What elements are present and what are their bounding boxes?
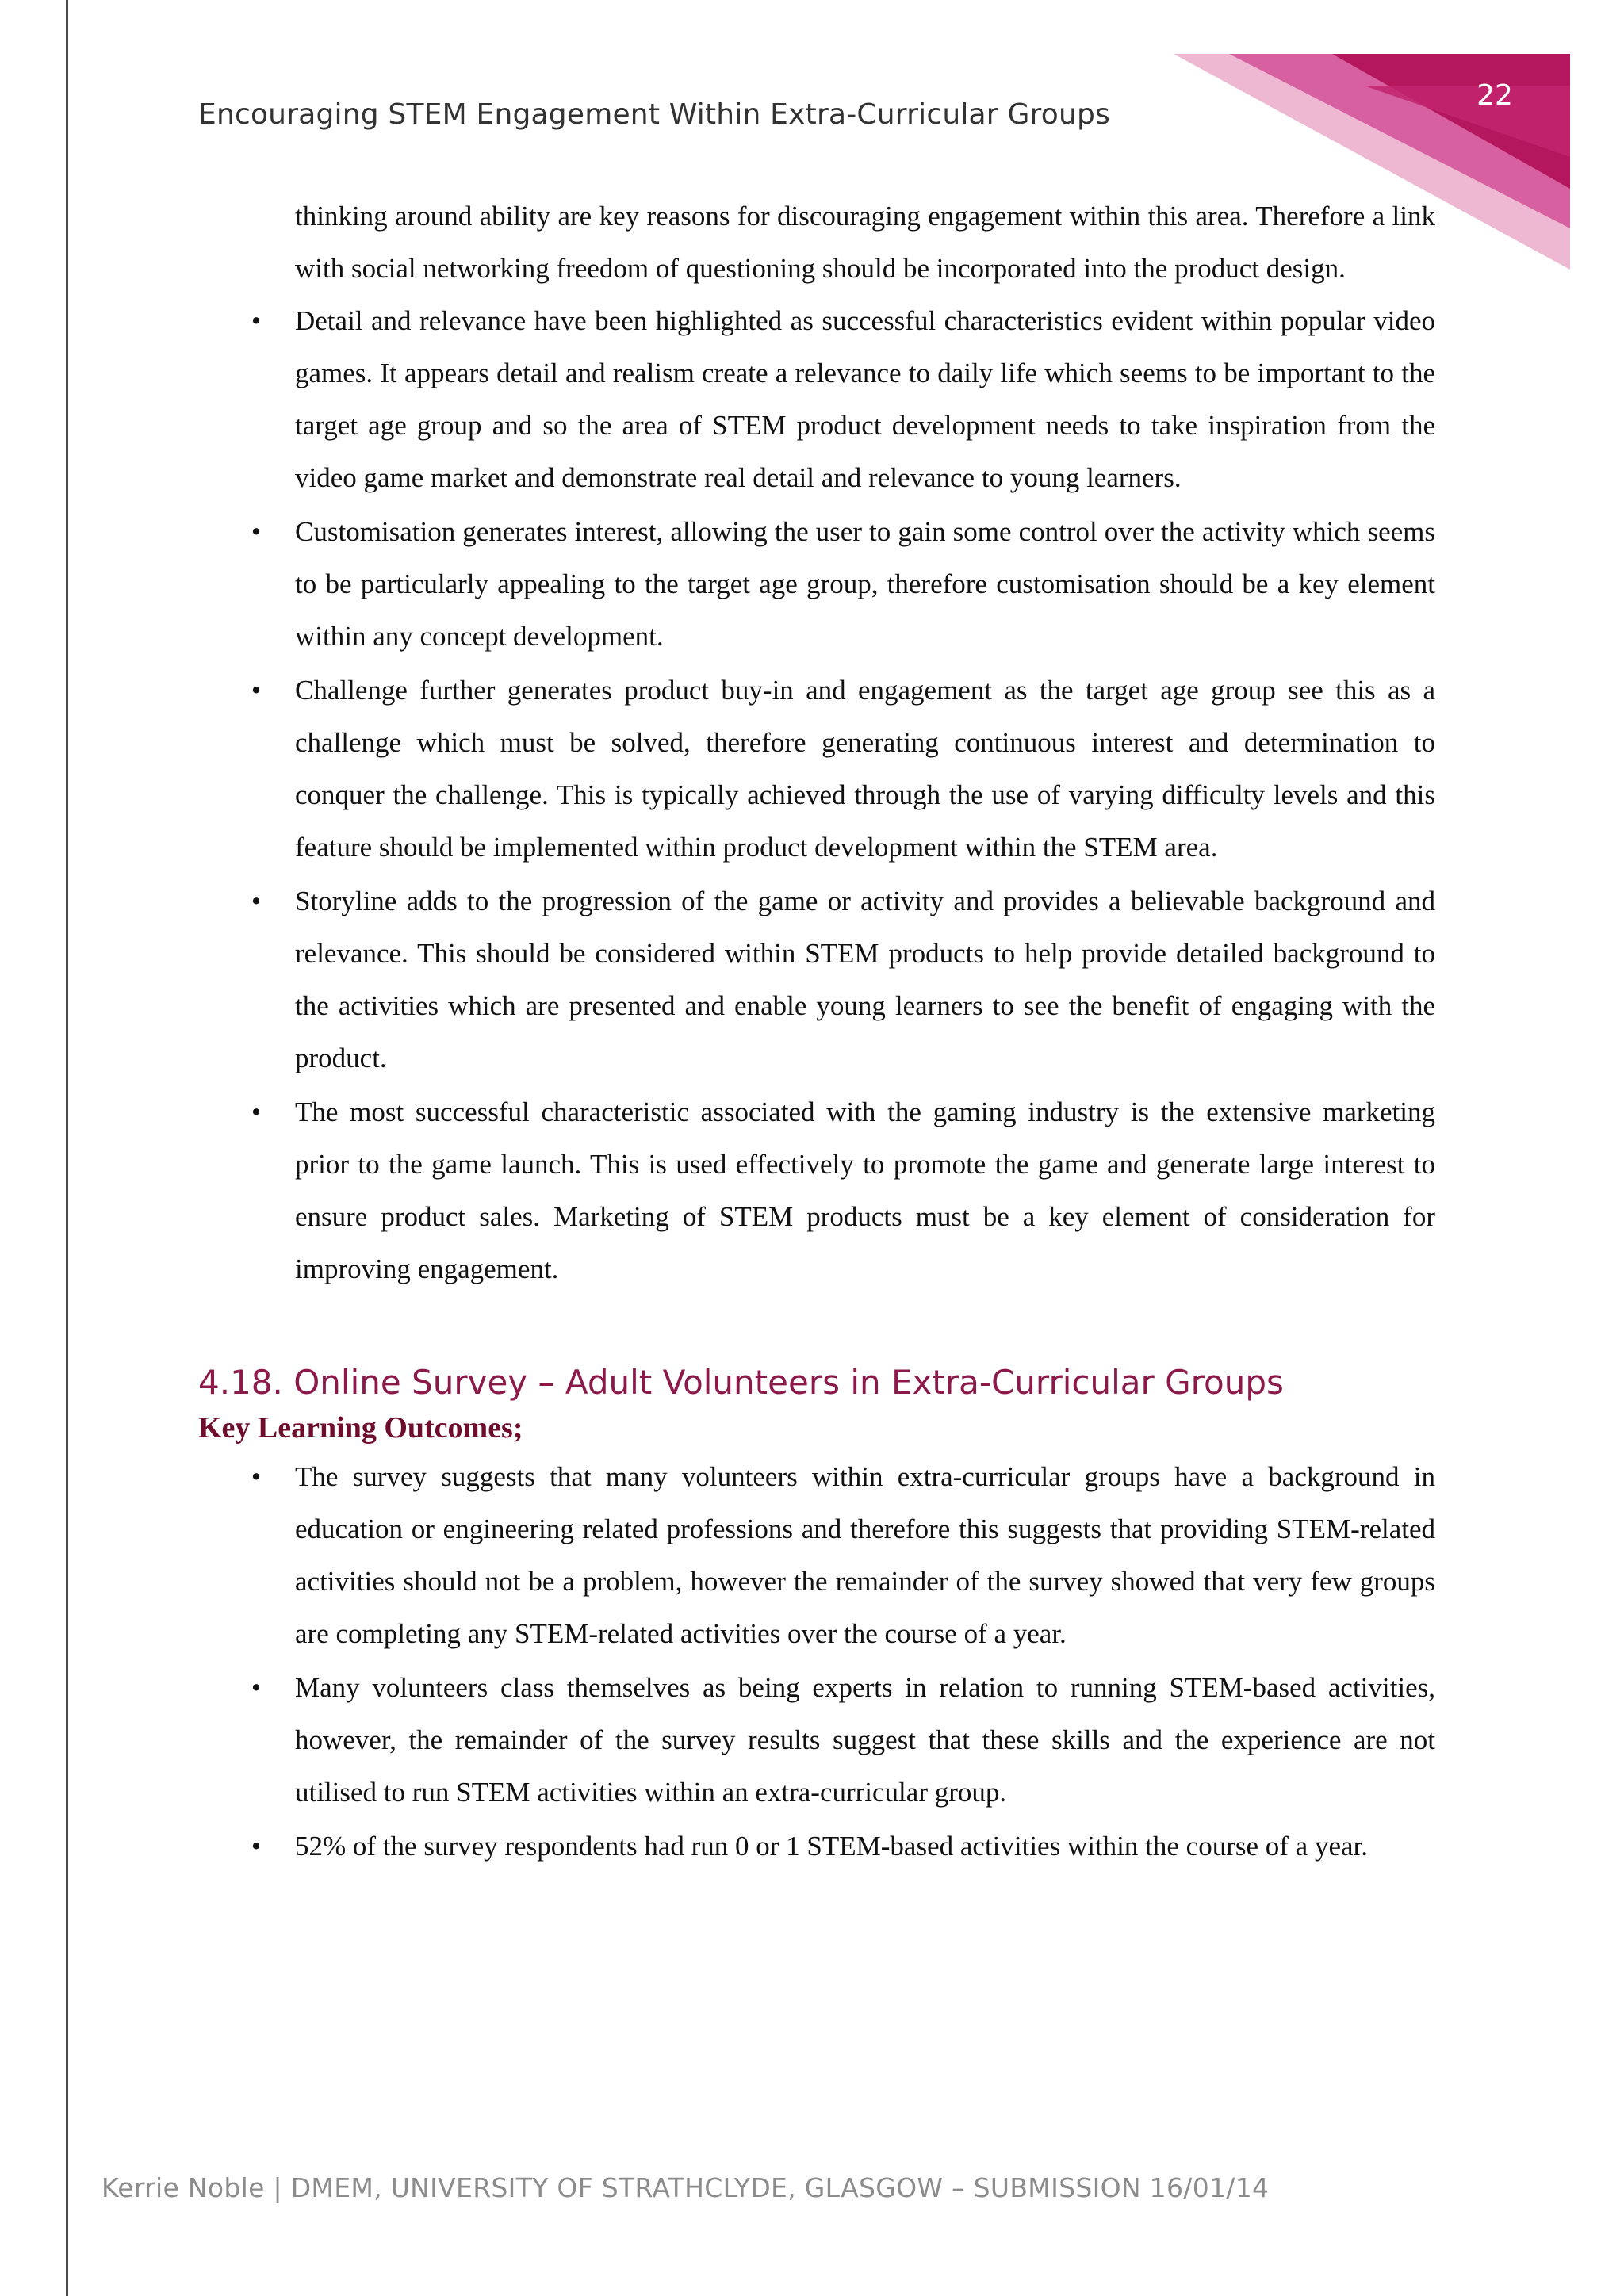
page-number: 22 — [1477, 79, 1513, 112]
list-item-text: Challenge further generates product buy-in and engagement as the target age group see this as a challenge which must be solved, therefore generating continuous interest and determination to conquer the challenge. This is typically achieved through the use of varying difficulty levels and this feature should be implemented within product development within the STEM area. — [295, 675, 1435, 863]
section-subheading: Key Learning Outcomes; — [198, 1411, 523, 1445]
left-margin-rule — [66, 0, 68, 2296]
list-item-text: Customisation generates interest, allowing the user to gain some control over the activity which seems to be particularly appealing to the target age group, therefore customisation should be a key element within any concept development. — [295, 516, 1435, 652]
bullet-icon: • — [251, 516, 262, 547]
key-findings-list — [198, 295, 1435, 1295]
page-body — [198, 190, 1435, 1873]
bullet-icon: • — [251, 1831, 262, 1862]
list-item — [198, 506, 1435, 663]
page-footer: Kerrie Noble | DMEM, UNIVERSITY OF STRATHCLYDE, GLASGOW – SUBMISSION 16/01/14 — [102, 2172, 1270, 2203]
list-item-text: The most successful characteristic associated with the gaming industry is the extensive marketing prior to the game launch. This is used effectively to promote the game and generate large interest to ensure product sales. Marketing of STEM products must be a key element of consideration for improving engagement. — [295, 1096, 1435, 1284]
running-header-title: Encouraging STEM Engagement Within Extra-Curricular Groups — [198, 98, 1110, 131]
bullet-icon: • — [251, 1096, 262, 1127]
list-item — [198, 1451, 1435, 1660]
bullet-icon: • — [251, 886, 262, 916]
bullet-icon: • — [251, 1672, 262, 1703]
bullet-icon: • — [251, 675, 262, 706]
list-item — [198, 1820, 1435, 1873]
list-item — [198, 1662, 1435, 1819]
list-item-text: The survey suggests that many volunteers within extra-curricular groups have a background in education or engineering related professions and therefore this suggests that providing STEM-related activities should not be a problem, however the remainder of the survey showed that very few groups are completing any STEM-related activities over the course of a year. — [295, 1461, 1435, 1649]
list-item — [198, 664, 1435, 874]
survey-outcomes-list — [198, 1451, 1435, 1873]
list-item — [198, 1086, 1435, 1295]
list-item — [198, 875, 1435, 1085]
list-item-text: Storyline adds to the progression of the game or activity and provides a believable background and relevance. This should be considered within STEM products to help provide detailed background to the activities which are presented and enable young learners to see the benefit of engaging with the product. — [295, 886, 1435, 1073]
section-heading: 4.18. Online Survey – Adult Volunteers in Extra-Curricular Groups — [198, 1363, 1284, 1402]
list-item-text: Detail and relevance have been highlighted as successful characteristics evident within popular video games. It appears detail and realism create a relevance to daily life which seems to be important to the target age group and so the area of STEM product development needs to take inspiration from the video game market and demonstrate real detail and relevance to young learners. — [295, 305, 1435, 493]
list-item-text: Many volunteers class themselves as being experts in relation to running STEM-based activities, however, the remainder of the survey results suggest that these skills and the experience are not utilised to run STEM activities within an extra-curricular group. — [295, 1672, 1435, 1808]
list-item-text: 52% of the survey respondents had run 0 or 1 STEM-based activities within the course of a year. — [295, 1831, 1368, 1862]
bullet-icon: • — [251, 305, 262, 336]
list-item — [198, 295, 1435, 504]
continuation-paragraph: thinking around ability are key reasons for discouraging engagement within this area. Therefore a link with social networking freedom of questioning should be incorporated into the product design. — [295, 201, 1435, 284]
bullet-icon: • — [251, 1461, 262, 1492]
